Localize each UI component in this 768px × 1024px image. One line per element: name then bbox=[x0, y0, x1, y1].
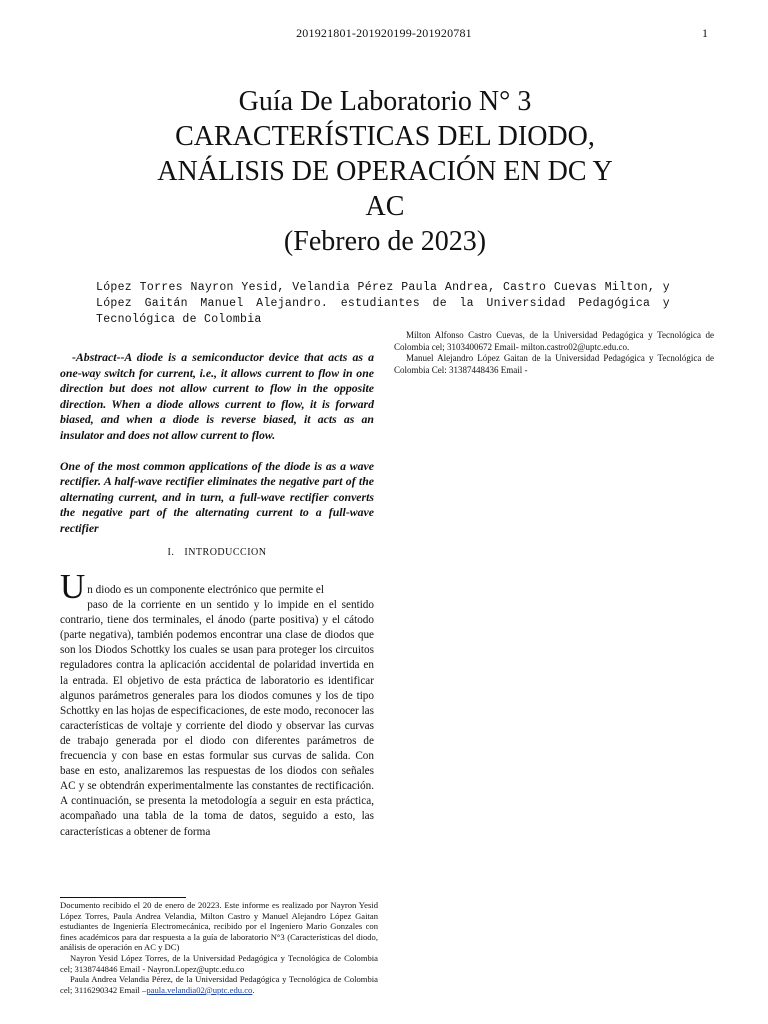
abstract-paragraph: One of the most common applications of the diode is as a wave rectifier. A half-wave rectifier eliminates the negative part of the alternating current, and in turn, a full-wave rectifier converts the negative part of the alternating current to a full-wave rectifier bbox=[60, 458, 374, 535]
affiliation-note: Manuel Alejandro López Gaitan de la Universidad Pedagógica y Tecnológica de Colombia Cel: 31387448436 Email - bbox=[394, 353, 714, 375]
footnote-author: Nayron Yesid López Torres, de la Universidad Pedagógica y Tecnológica de Colombia cel; 3138744846 Email - Nayron.Lopez@uptc.edu.co bbox=[60, 952, 378, 974]
footnote-author bbox=[60, 974, 378, 995]
title-line: Guía De Laboratorio N° 3 bbox=[238, 86, 532, 117]
email-link[interactable]: paula.velandia02@uptc.edu.co bbox=[146, 984, 253, 995]
abstract-paragraph: -Abstract--A diode is a semiconductor device that acts as a one-way switch for current, i.e., it allows current to flow in one direction but does not allow current to flow in the opposite direction. When a diode allows current to flow, it is forward biased, and when a diode is reverse biased, it acts as an insulator and does not allow current to flow. bbox=[60, 350, 374, 442]
section-heading bbox=[60, 547, 374, 558]
title-line: (Febrero de 2023) bbox=[283, 226, 487, 257]
footnote-divider bbox=[60, 897, 186, 898]
author-affiliation-notes bbox=[394, 330, 714, 376]
footnote-received: Documento recibido el 20 de enero de 20223. Este informe es realizado por Nayron Yesid López Torres, Paula Andrea Velandia, Milton Castro y Manuel Alejandro López Gaitan estudiantes de Ingeniería Electromecánica, recibido por el Ingeniero Mario Gonzales con fines académicos para dar respuesta a la guía de laboratorio N°3 (Características del diodo, análisis de operación en AC y DC) bbox=[60, 900, 378, 953]
title-line: AC bbox=[365, 191, 405, 222]
page-number: 1 bbox=[702, 26, 708, 40]
footnote-end: . bbox=[252, 984, 255, 995]
document-id-header: 201921801-201920199-201920781 bbox=[296, 26, 472, 40]
drop-cap: U bbox=[60, 567, 86, 606]
paper-title bbox=[120, 84, 650, 259]
author-list: López Torres Nayron Yesid, Velandia Pérez Paula Andrea, Castro Cuevas Milton, y López Gaitán Manuel Alejandro. estudiantes de la Universidad Pedagógica y Tecnológica de Colombia bbox=[96, 281, 670, 326]
footnote-author-text: Paula Andrea Velandia Pérez, de la Universidad Pedagógica y Tecnológica de Colombia cel; 3116290342 Email – bbox=[60, 974, 378, 995]
footnotes bbox=[60, 900, 378, 995]
affiliation-note: Milton Alfonso Castro Cuevas, de la Universidad Pedagógica y Tecnológica de Colombia cel; 3103400672 Email- milton.castro02@uptc.edu.co. bbox=[394, 330, 714, 352]
abstract bbox=[60, 350, 374, 552]
introduction-body bbox=[60, 567, 374, 840]
intro-first-line: n diodo es un componente electrónico que permite el bbox=[87, 584, 325, 596]
section-title: INTRODUCCION bbox=[184, 547, 267, 558]
title-line: ANÁLISIS DE OPERACIÓN EN DC Y bbox=[157, 156, 613, 187]
section-number: I. bbox=[167, 547, 175, 558]
intro-text: paso de la corriente en un sentido y lo impide en el sentido contrario, tiene dos terminales, el ánodo (parte positiva) y el cátodo (parte negativa), también podemos encontrar una clase de diodos que son los Diodos Schottky los cuales se usan para proteger los circuitos reguladores contra la aplicación accidental de polaridad invertida en la entrada. El objetivo de esta práctica de laboratorio es identificar algunos parámetros generales para los diodos comunes y los de tipo Schottky en las hojas de especificaciones, de este modo, reconocer las características de voltaje y corriente del diodo y observar las curvas de trabajo generada por el diodo con diferentes parámetros de frecuencia y con base en estas formular sus curvas de salida. Con base en esto, analizaremos las respuestas de los diodos con señales AC y se obtendrán experimentalmente las constantes de rectificación. A continuación, se presenta la metodología a seguir en esta práctica, acompañado una tabla de la toma de datos, seguido a esto, las características a obtener de forma bbox=[60, 599, 374, 838]
title-line: CARACTERÍSTICAS DEL DIODO, bbox=[175, 121, 595, 152]
